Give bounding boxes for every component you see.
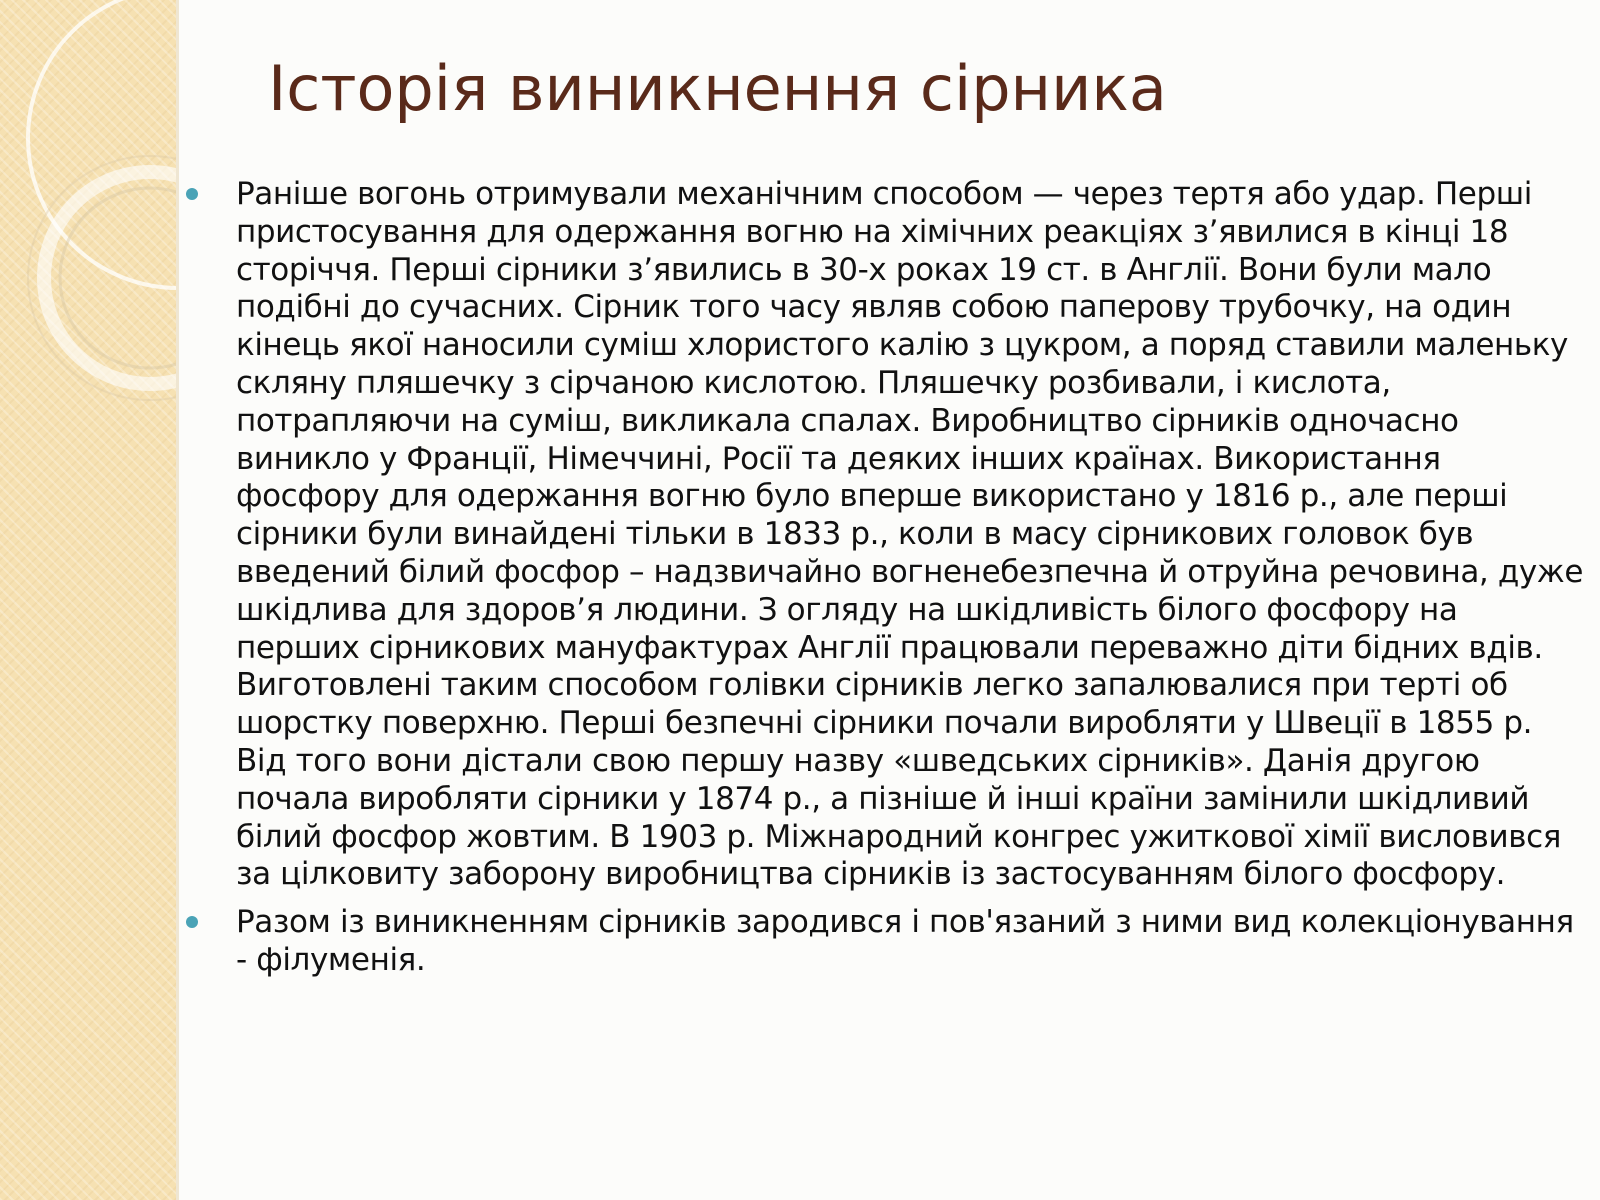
- bullet-marker: [186, 916, 198, 928]
- bullet-item-phillumeny: [186, 904, 1590, 980]
- bullet-item-history: [186, 176, 1590, 894]
- slide-title: Історія виникнення сірника: [268, 52, 1167, 125]
- decorative-rings: [0, 0, 176, 420]
- bullet-list: [186, 176, 1590, 990]
- bullet-marker: [186, 188, 198, 200]
- bullet-text: Раніше вогонь отримували механічним способом — через тертя або удар. Перші пристосування для одержання вогню на хімічних реакціях з’явилися в кінці 18 сторіччя. Перші сірники з’явились в 30-х роках 19 ст. в Англії. Вони були мало подібні до сучасних. Сірник того часу являв собою паперову трубочку, на один кінець якої наносили суміш хлористого калію з цукром, а поряд ставили маленьку скляну пляшечку з сірчаною кислотою. Пляшечку розбивали, і кислота, потрапляючи на суміш, викликала спалах. Виробництво сірників одночасно виникло у Франції, Німеччині, Росії та деяких інших країнах. Використання фосфору для одержання вогню було вперше використано у 1816 р., але перші сірники були винайдені тільки в 1833 р., коли в масу сірникових головок був введений білий фосфор – надзвичайно вогненебезпечна й отруйна речовина, дуже шкідлива для здоров’я людини. З огляду на шкідливість білого фосфору на перших сірникових мануфактурах Англії працювали переважно діти бідних вдів. Виготовлені таким способом голівки сірників легко запалювалися при терті об шорстку поверхню. Перші безпечні сірники почали виробляти у Швеції в 1855 р. Від того вони дістали свою першу назву «шведських сірників». Данія другою почала виробляти сірники у 1874 р., а пізніше й інші країни замінили шкідливий білий фосфор жовтим. В 1903 р. Міжнародний конгрес ужиткової хімії висловився за цілковиту заборону виробництва сірників із застосуванням білого фосфору.: [236, 176, 1584, 893]
- decorative-side-panel: [0, 0, 176, 1200]
- bullet-text: Разом із виникненням сірників зародився і пов'язаний з ними вид колекціонування - філуменія.: [236, 904, 1574, 978]
- side-panel-edge: [176, 0, 179, 1200]
